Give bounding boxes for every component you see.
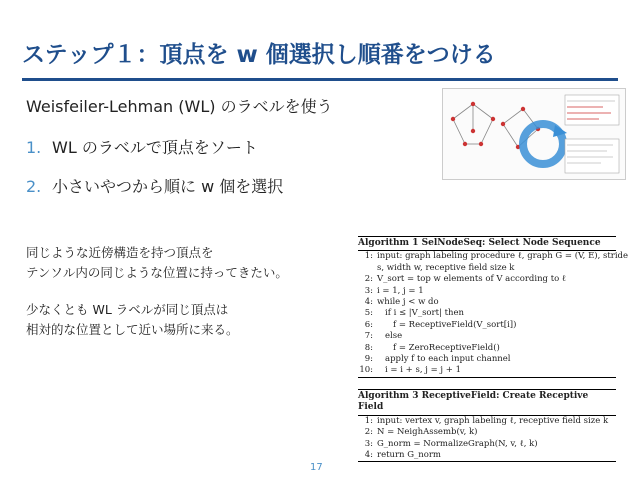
paragraph-line: 同じような近傍構造を持つ頂点を [26,245,214,260]
line-number: 3: [364,285,373,296]
line-text: i = i + s, j = j + 1 [385,365,461,376]
algo-line [358,427,616,438]
line-text: apply f to each input channel [385,354,511,365]
line-number: 8: [364,342,373,353]
line-number: 1: [364,251,373,262]
algorithm-3-header: Algorithm 3 ReceptiveField: Create Receptive Field [358,389,616,416]
line-text: i = 1, j = 1 [377,285,424,296]
algo-line [358,286,616,297]
line-text: V_sort = top w elements of V according to ℓ [377,274,567,285]
line-text: input: graph labeling procedure ℓ, graph G = (V, E), stride [377,251,629,262]
line-number: 3: [364,438,373,449]
algorithm-3-box [358,389,616,462]
wl-illustration [442,88,626,180]
bullet-item [26,174,283,197]
paragraph-line: テンソル内の同じような位置に持ってきたい。 [26,265,288,280]
bullet-item [26,135,258,158]
line-number: 1: [364,415,373,426]
line-text: N = NeighAssemb(v, k) [377,427,478,438]
slide-title: ステップ１：頂点を w 個選択し順番をつける [22,42,496,68]
algorithm-1-body [358,251,629,377]
label-table-icon [565,95,619,173]
paragraph [26,243,288,283]
bullet-text: 小さいやつから順に w 個を選択 [52,177,284,196]
line-text: s, width w, receptive field size k [377,262,515,273]
page-number: 17 [310,462,323,473]
algo-line [358,439,616,450]
paragraph [26,300,239,340]
algorithm-1-box [358,236,629,378]
bullet-number: 1. [26,138,42,157]
line-text: if i ≤ |V_sort| then [385,308,464,319]
algo-line [358,416,616,427]
algo-line [358,320,616,331]
line-text: f = ZeroReceptiveField() [393,342,500,353]
algorithm-3-body [358,416,616,463]
line-text: G_norm = NormalizeGraph(N, v, ℓ, k) [377,438,538,449]
paragraph-line: 相対的な位置として近い場所に来る。 [26,322,239,337]
line-number: 2: [364,274,373,285]
algo-line [358,297,616,308]
cycle-arrow-icon [523,124,567,164]
algo-line [358,354,616,365]
line-number: 7: [364,331,373,342]
line-number: 2: [364,427,373,438]
line-number: 5: [364,308,373,319]
line-text: while j < w do [377,297,439,308]
line-text: f = ReceptiveField(V_sort[i]) [393,319,517,330]
line-number: 6: [364,319,373,330]
line-number: 10: [359,365,373,376]
wl-graph-figure [443,89,625,179]
algo-line [358,450,616,461]
line-number: 4: [364,450,373,461]
subtitle: Weisfeiler-Lehman (WL) のラベルを使う [26,97,333,116]
algorithm-1-header: Algorithm 1 SelNodeSeq: Select Node Sequence [358,236,616,251]
line-number: 4: [364,297,373,308]
algo-line [358,331,616,342]
algo-line [358,263,616,274]
algo-line [358,343,616,354]
line-text: else [385,331,403,342]
line-text: return G_norm [377,450,441,461]
algo-line [358,251,629,262]
paragraph-line: 少なくとも WL ラベルが同じ頂点は [26,302,229,317]
algo-line [358,274,616,285]
title-underline [22,78,618,81]
line-number: 9: [364,354,373,365]
algo-line [358,365,616,376]
line-text: input: vertex v, graph labeling ℓ, receptive field size k [377,415,609,426]
bullet-text: WL のラベルで頂点をソート [52,138,258,157]
algo-line [358,308,616,319]
bullet-number: 2. [26,177,42,196]
